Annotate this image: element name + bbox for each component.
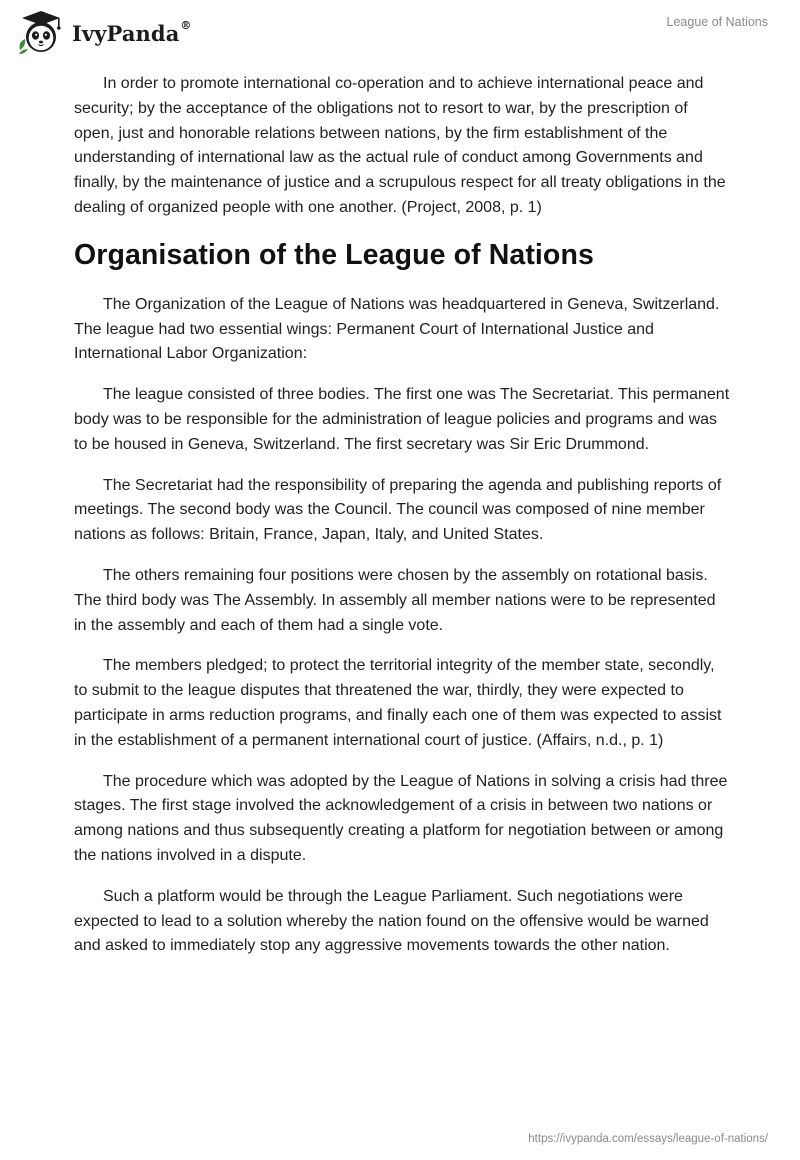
intro-quote: In order to promote international co-operation and to achieve international peace and security; by the acceptance of the obligations not to resort to war, by the prescription of open, just and honorable relations between nations, by the firm establishment of the understanding of international law as the actual rule of conduct among Governments and finally, by the maintenance of justice and a scrupulous respect for all treaty obligations in the dealing of organized people with one another. (Project, 2008, p. 1) — [74, 75, 726, 216]
brand-logo[interactable] — [14, 8, 192, 56]
paragraph: The Secretariat had the responsibility of preparing the agenda and publishing reports of meetings. The second body was the Council. The council was composed of nine member nations as follows: Britain, France, Japan, Italy, and United States. — [74, 476, 722, 544]
paragraph: The members pledged; to protect the territorial integrity of the member state, secondly, to submit to the league disputes that threatened the war, thirdly, they were expected to participate in arms reduction programs, and finally each one of them was expected to assist in the establishment of a permanent international court of justice. (Affairs, n.d., p. 1) — [74, 657, 722, 749]
section-heading: Organisation of the League of Nations — [74, 238, 594, 271]
footer-url[interactable]: https://ivypanda.com/essays/league-of-nations/ — [528, 1133, 768, 1145]
running-title: League of Nations — [666, 15, 768, 29]
page-header — [0, 0, 800, 60]
registered-mark: ® — [180, 18, 192, 32]
paragraph: The league consisted of three bodies. The first one was The Secretariat. This permanent body was to be responsible for the administration of league policies and programs and was to be housed in Geneva, Switzerland. The first secretary was Sir Eric Drummond. — [74, 386, 730, 453]
paragraph: The procedure which was adopted by the League of Nations in solving a crisis had three stages. The first stage involved the acknowledgement of a crisis in between two nations or among nations and thus subsequently creating a platform for negotiation between or among the nations involved in a dispute. — [74, 772, 728, 864]
paragraph: The Organization of the League of Nations was headquartered in Geneva, Switzerland. The league had two essential wings: Permanent Court of International Justice and International Labor Organization: — [74, 295, 720, 363]
brand-name: IvyPanda® — [72, 18, 192, 46]
essay-content — [74, 72, 730, 975]
paragraph: Such a platform would be through the League Parliament. Such negotiations were expected to lead to a solution whereby the nation found on the offensive would be warned and asked to immediately stop any aggressive movements towards the other nation. — [74, 887, 709, 955]
panda-graduate-logo-icon — [14, 8, 70, 56]
paragraph: The others remaining four positions were chosen by the assembly on rotational basis. The third body was The Assembly. In assembly all member nations were to be represented in the assembly and each of them had a single vote. — [74, 566, 716, 634]
